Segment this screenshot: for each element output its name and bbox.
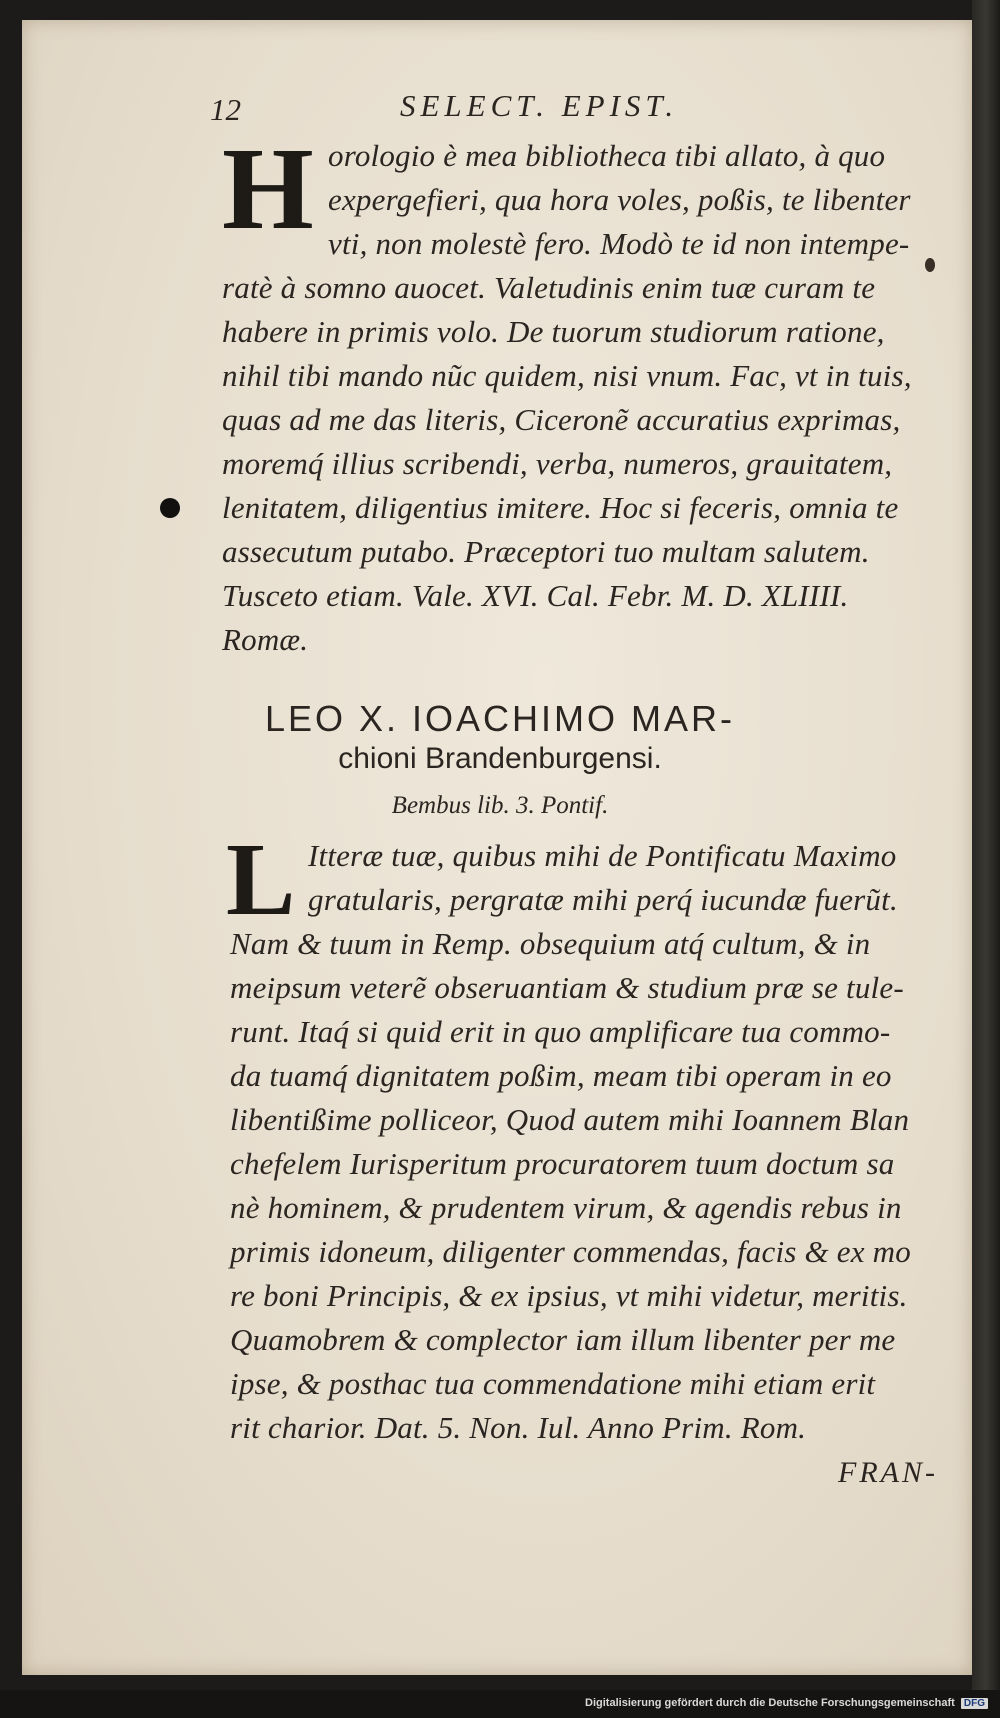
ink-blot-mark [160, 498, 180, 518]
letter1-line: orologio è mea bibliotheca tibi allato, à quo [328, 138, 886, 173]
catchword: FRAN- [838, 1456, 938, 1489]
letter2-line: nè hominem, & prudentem virum, & agendis rebus in [230, 1190, 902, 1225]
letter2-line: chefelem Iurisperitum procuratorem tuum doctum sa [230, 1146, 895, 1181]
letter2-line: Nam & tuum in Remp. obsequium atq́ cultum, & in [230, 926, 871, 961]
letter1-line: assecutum putabo. Præceptori tuo multam salutem. [222, 534, 870, 569]
credit-text: Digitalisierung gefördert durch die Deutsche Forschungsgemeinschaft [585, 1697, 955, 1709]
page-number: 12 [210, 92, 241, 127]
dropcap-h: H [222, 123, 314, 254]
letter2-line: da tuamq́ dignitatem poßim, meam tibi operam in eo [230, 1058, 892, 1093]
book-spine [972, 0, 1000, 1718]
letter2-line: meipsum veterẽ obseruantiam & studium præ se tule- [230, 970, 904, 1005]
letter1-line: vti, non molestè fero. Modò te id non intempe- [328, 226, 910, 261]
letter1-line: expergefieri, qua hora voles, poßis, te libenter [328, 182, 911, 217]
letter2-line: runt. Itaq́ si quid erit in quo amplificare tua commo- [230, 1014, 891, 1049]
dfg-logo: DFG [961, 1698, 988, 1709]
letter2-line: libentißime polliceor, Quod autem mihi Ioannem Blan [230, 1102, 910, 1137]
letter1-line: habere in primis volo. De tuorum studiorum ratione, [222, 314, 885, 349]
letter2-line: ipse, & posthac tua commendatione mihi etiam erit [230, 1366, 876, 1401]
letter1-line: Romæ. [222, 622, 309, 657]
letter2-line: primis idoneum, diligenter commendas, facis & ex mo [230, 1234, 911, 1269]
letter2-line: Quamobrem & complector iam illum libenter per me [230, 1322, 896, 1357]
letter1-line: moremq́ illius scribendi, verba, numeros, grauitatem, [222, 446, 893, 481]
letter2-line: re boni Principis, & ex ipsius, vt mihi videtur, meritis. [230, 1278, 908, 1313]
letter1-line: quas ad me das literis, Ciceronẽ accuratius exprimas, [222, 402, 901, 437]
letter2-line: rit charior. Dat. 5. Non. Iul. Anno Prim. Rom. [230, 1410, 807, 1445]
running-title: SELECT. EPIST. [400, 88, 679, 123]
letter2-subheading: chioni Brandenburgensi. [338, 742, 662, 775]
letter1-line: nihil tibi mando nũc quidem, nisi vnum. Fac, vt in tuis, [222, 358, 912, 393]
digitization-credit [585, 1697, 988, 1709]
letter2-line: Itteræ tuæ, quibus mihi de Pontificatu Maximo [308, 838, 897, 873]
ink-speck [925, 258, 935, 272]
letter1-line: ratè à somno auocet. Valetudinis enim tuæ curam te [222, 270, 876, 305]
dropcap-l: L [226, 822, 296, 937]
letter2-line: gratularis, pergratæ mihi perq́ iucundæ fuerũt. [308, 882, 898, 917]
letter2-heading: LEO X. IOACHIMO MAR- [264, 698, 736, 739]
letter2-citation: Bembus lib. 3. Pontif. [391, 792, 609, 819]
letter1-line: Tusceto etiam. Vale. XVI. Cal. Febr. M. D. XLIIII. [222, 578, 849, 613]
letter1-line: lenitatem, diligentius imitere. Hoc si feceris, omnia te [222, 490, 899, 525]
